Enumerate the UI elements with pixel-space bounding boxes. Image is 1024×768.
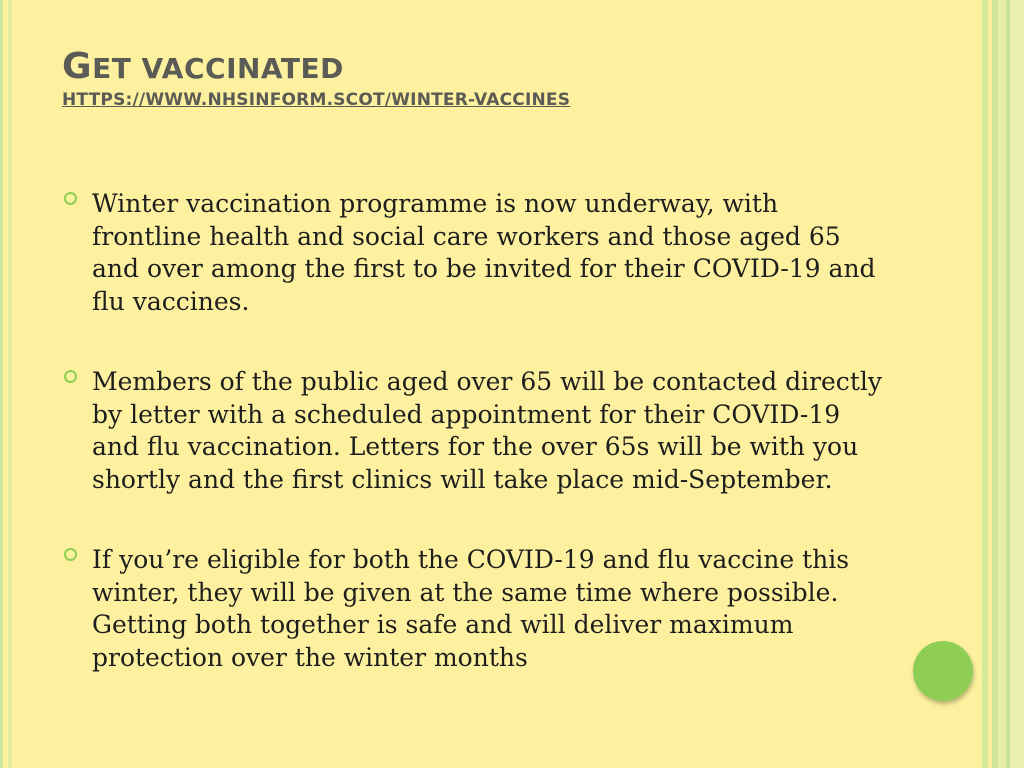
left-edge-stripes [0,0,12,768]
list-item [62,544,892,674]
bullet-text: If you’re eligible for both the COVID-19 and flu vaccine this winter, they will be given at the same time where possible. Getting both together is safe and will deliver maximum protection over the winter months [92,545,850,672]
list-item [62,366,892,496]
bullet-circle-icon [64,548,77,561]
bullet-circle-icon [64,192,77,205]
bullet-text: Members of the public aged over 65 will be contacted directly by letter with a scheduled appointment for their COVID-19 and flu vaccination. Letters for the over 65s will be with you shortly and the first clinics will take place mid-September. [92,367,882,494]
green-circle-decoration [913,641,973,701]
title-rest: ET VACCINATED [92,52,344,85]
nhs-inform-link[interactable]: HTTPS://WWW.NHSINFORM.SCOT/WINTER-VACCINES [62,90,571,110]
right-edge-stripes [976,0,1024,768]
bullet-circle-icon [64,370,77,383]
list-item [62,188,892,318]
slide-title [62,46,344,87]
title-initial: G [62,46,93,87]
bullet-list [62,188,892,722]
bullet-text: Winter vaccination programme is now underway, with frontline health and social care workers and those aged 65 and over among the first to be invited for their COVID-19 and flu vaccines. [92,189,876,316]
